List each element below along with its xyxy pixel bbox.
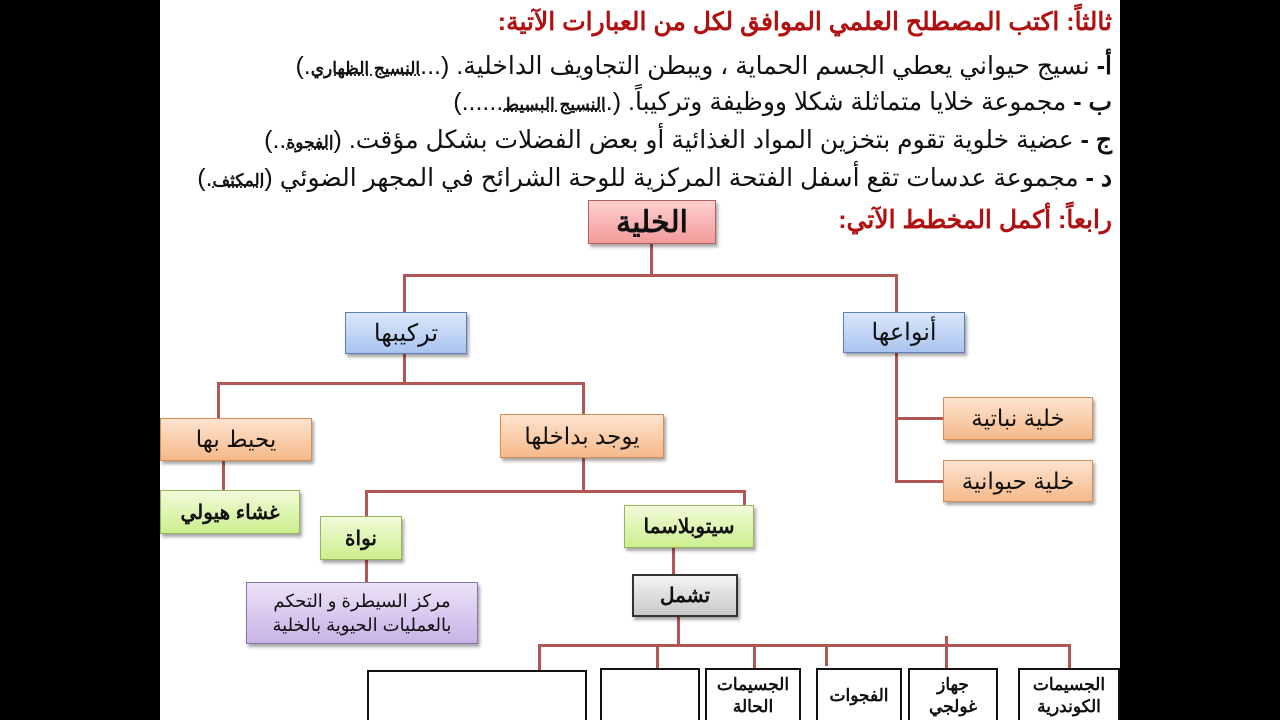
connector-root-down (650, 243, 653, 276)
connector-includes-down (677, 616, 680, 646)
node-cytoplasm: سيتوبلاسما (624, 505, 754, 548)
organelle-3-line1: الفجوات (829, 686, 889, 705)
question-a-open: (... (420, 52, 450, 80)
connector-organelle-4 (753, 644, 756, 668)
organelle-box-vacuoles (816, 668, 902, 720)
node-types: أنواعها (843, 312, 965, 353)
organelle-2-line1: جهاز (937, 675, 969, 694)
connector-organelle-1 (1068, 644, 1071, 668)
node-surrounded-by: يحيط بها (160, 418, 312, 461)
question-b-label: ب - (1073, 88, 1112, 116)
organelle-box-mitochondria (1018, 668, 1120, 720)
question-c-text: عضية خلوية تقوم بتخزين المواد الغذائية أو بعض الفضلات بشكل مؤقت. (348, 126, 1074, 154)
organelle-1-line2: الكوندرية (1037, 697, 1101, 716)
question-b-close: ......) (453, 88, 504, 116)
node-plant-cell: خلية نباتية (943, 397, 1093, 440)
question-c-close: ..) (264, 126, 287, 154)
organelle-1-line1: الجسيمات (1032, 675, 1106, 694)
connector-contains-down (582, 458, 585, 492)
connector-composition-down (403, 354, 406, 384)
organelle-4-line1: الجسيمات (716, 675, 790, 694)
connector-level2-horizontal (217, 382, 584, 385)
connector-organelle-6 (538, 644, 541, 670)
connector-to-plant-cell (895, 417, 943, 420)
section3-heading: ثالثاً: اكتب المصطلح العلمي الموافق لكل من العبارات الآتية: (497, 8, 1112, 36)
connector-to-animal-cell (895, 480, 943, 483)
question-b-answer: النسيج البسيط (503, 95, 606, 114)
connector-to-types (895, 274, 898, 312)
connector-organelle-5 (656, 644, 659, 668)
nucleus-desc-line2: بالعمليات الحيوية بالخلية (272, 615, 452, 635)
question-d-text: مجموعة عدسات تقع أسفل الفتحة المركزية للوحة الشرائح في المجهر الضوئي (279, 164, 1079, 192)
node-nucleus-description (246, 582, 478, 644)
slide (160, 0, 1120, 720)
question-d-answer: المكثف (212, 171, 265, 190)
connector-to-contains (582, 382, 585, 416)
question-a-label: أ- (1096, 52, 1112, 80)
question-c-answer: الفجوة (286, 133, 334, 152)
node-nucleus: نواة (320, 516, 402, 560)
connector-to-composition (403, 274, 406, 312)
organelle-4-line2: الحالة (732, 697, 774, 716)
organelle-box-empty-2[interactable] (367, 670, 587, 720)
question-b-open: (. (605, 88, 622, 116)
node-animal-cell: خلية حيوانية (943, 460, 1093, 502)
question-d (197, 162, 1112, 197)
connector-organelle-3 (825, 644, 828, 666)
question-b-text: مجموعة خلايا متماثلة شكلا ووظيفة وتركيباً. (628, 88, 1067, 116)
nucleus-desc-line1: مركز السيطرة و التحكم (273, 591, 451, 611)
connector-organelles-horizontal (538, 644, 1070, 647)
question-b (453, 86, 1112, 121)
question-c (264, 124, 1112, 159)
connector-to-nucleus-desc (365, 560, 368, 584)
connector-level1-horizontal (403, 274, 897, 277)
question-a-close: .) (295, 52, 311, 80)
question-a-text: نسيج حيواني يعطي الجسم الحماية ، ويبطن التجاويف الداخلية. (456, 52, 1090, 80)
organelle-2-line2: غولجي (929, 697, 977, 716)
connector-to-nucleus (365, 490, 368, 516)
connector-organelle-2 (945, 636, 948, 668)
question-d-label: د - (1085, 164, 1112, 192)
node-includes: تشمل (632, 574, 738, 617)
connector-to-cytoplasm (743, 490, 746, 506)
section4-heading: رابعاً: أكمل المخطط الآتي: (838, 206, 1112, 234)
node-contains: يوجد بداخلها (500, 414, 664, 458)
connector-to-surrounded-by (217, 382, 220, 418)
organelle-box-golgi (908, 668, 998, 720)
question-a-answer: النسيج الظهاري (310, 59, 421, 78)
question-d-close: .) (197, 164, 213, 192)
question-c-label: ج - (1080, 126, 1112, 154)
organelle-box-empty-1[interactable] (600, 668, 700, 720)
node-plasma-membrane: غشاء هيولي (160, 490, 300, 534)
connector-to-membrane (222, 460, 225, 490)
node-cell-root: الخلية (588, 200, 716, 244)
question-d-open: ( (264, 164, 273, 192)
question-a (295, 50, 1112, 85)
connector-level3-horizontal (365, 490, 745, 493)
connector-to-includes (672, 548, 675, 574)
node-composition: تركيبها (345, 312, 467, 354)
organelle-box-lysosomes (705, 668, 801, 720)
question-c-open: ( (333, 126, 342, 154)
